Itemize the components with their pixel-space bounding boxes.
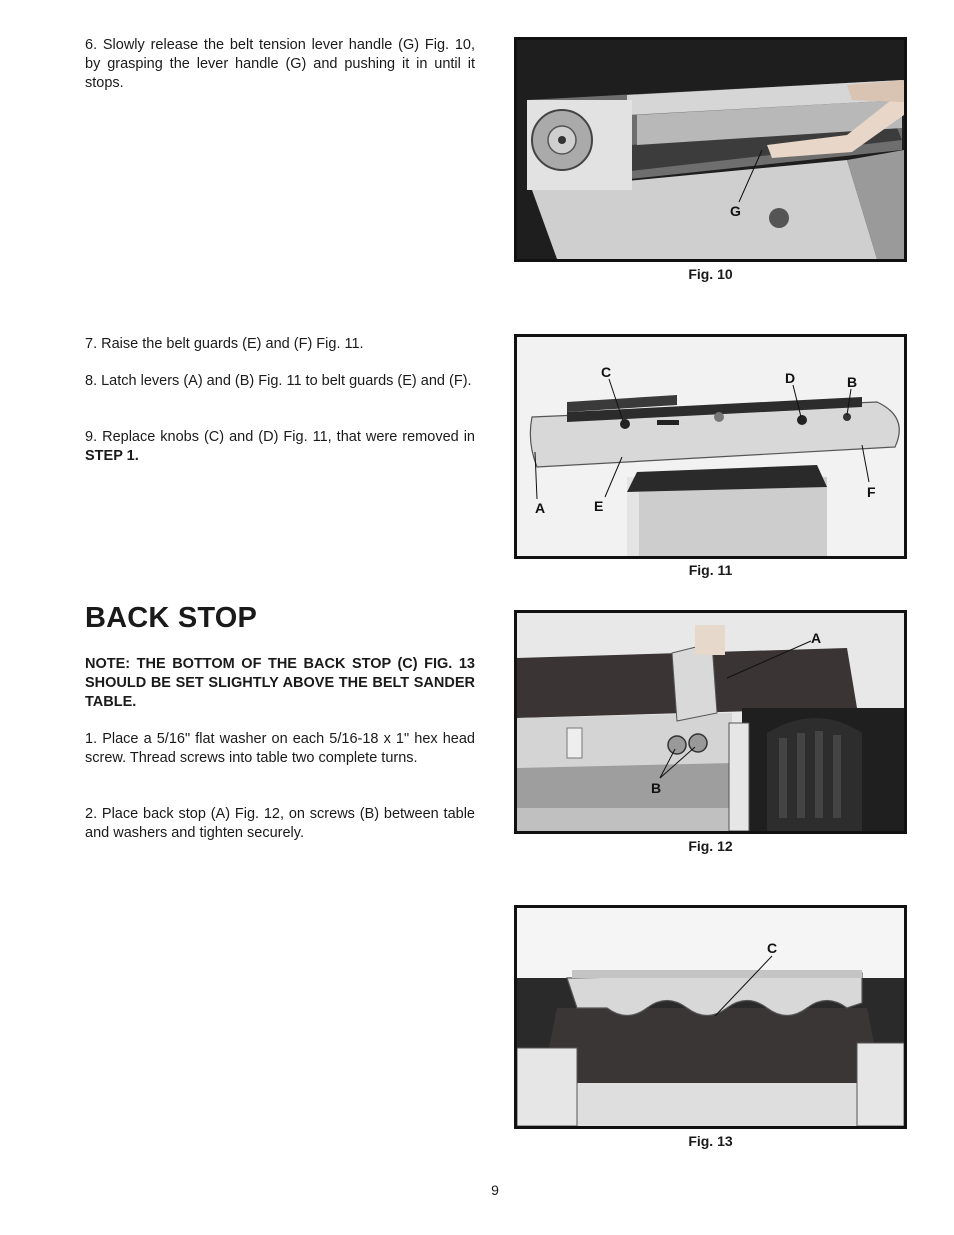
fig-11-label-f: F (867, 484, 876, 500)
step-9-bold: STEP 1. (85, 447, 139, 464)
fig-12-label-b: B (651, 780, 662, 796)
back-stop-step-2: 2. Place back stop (A) Fig. 12, on screws (B) between table and washers and tighten securely. (85, 806, 475, 841)
fig-13-photo (514, 905, 907, 1129)
fig-11-caption: Fig. 11 (688, 562, 733, 578)
fig-11-label-a: A (535, 500, 546, 516)
fig-13-caption: Fig. 13 (688, 1133, 733, 1149)
fig-11-photo (514, 334, 907, 559)
fig-12-label-a: A (811, 630, 822, 646)
step-8-text: 8. Latch levers (A) and (B) Fig. 11 to belt guards (E) and (F). (85, 373, 472, 389)
back-stop-heading: BACK STOP (85, 602, 258, 634)
fig-12-photo (514, 610, 907, 834)
step-6-text: 6. Slowly release the belt tension lever handle (G) Fig. 10, by grasping the lever handle (G) and pushing it in until it stops. (85, 37, 475, 91)
fig-10-photo (514, 37, 907, 262)
fig-11-label-b: B (847, 374, 858, 390)
step-9-text (85, 428, 475, 466)
back-stop-note: NOTE: THE BOTTOM OF THE BACK STOP (C) FIG. 13 SHOULD BE SET SLIGHTLY ABOVE THE BELT SANDER TABLE. (85, 656, 475, 710)
step-9-prefix: 9. Replace knobs (C) and (D) Fig. 11, that were removed in (85, 429, 475, 445)
fig-11-label-e: E (594, 498, 604, 514)
fig-12-caption: Fig. 12 (688, 838, 733, 854)
page-number: 9 (491, 1182, 499, 1198)
back-stop-step-1: 1. Place a 5/16" flat washer on each 5/16-18 x 1" hex head screw. Thread screws into table two complete turns. (85, 731, 475, 766)
fig-11-label-c: C (601, 364, 612, 380)
fig-10-caption: Fig. 10 (688, 266, 733, 282)
step-7-text: 7. Raise the belt guards (E) and (F) Fig. 11. (85, 336, 364, 352)
fig-10-label-g: G (730, 203, 741, 219)
fig-11-label-d: D (785, 370, 796, 386)
fig-13-label-c: C (767, 940, 778, 956)
